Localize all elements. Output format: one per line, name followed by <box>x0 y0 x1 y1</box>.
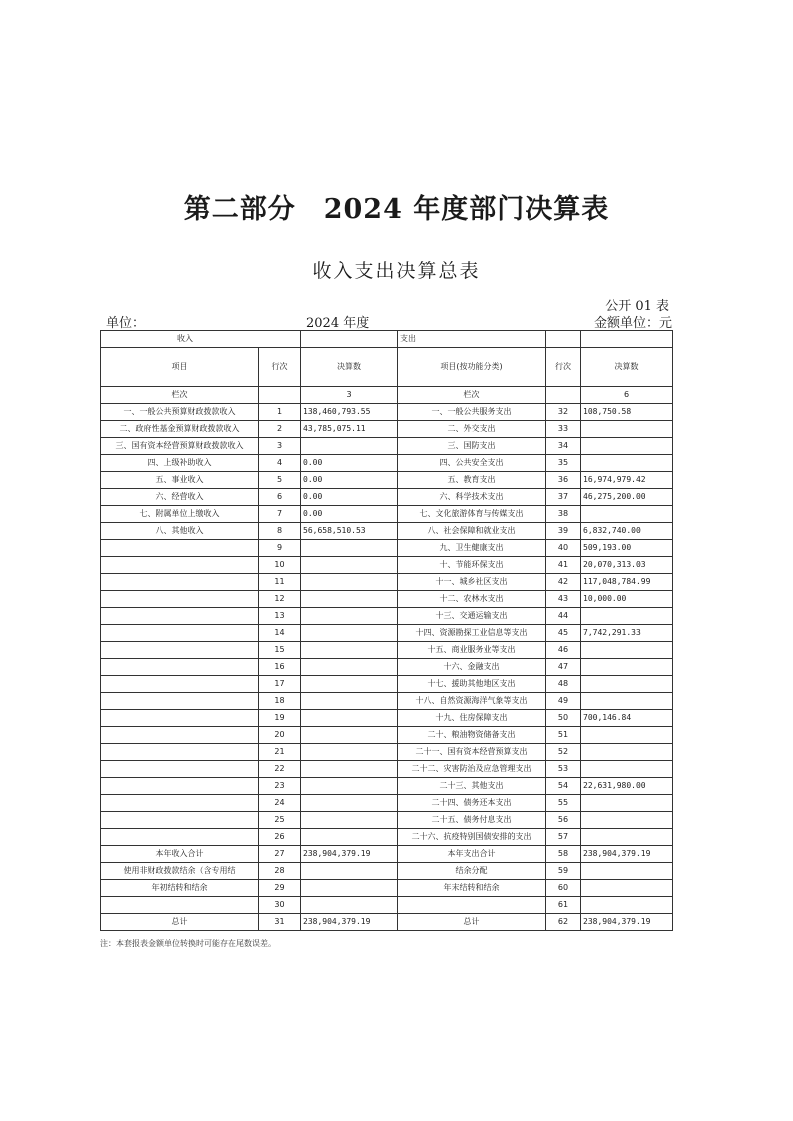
income-row-number-cell: 1 <box>259 404 301 421</box>
expense-item-cell: 本年支出合计 <box>398 846 546 863</box>
income-item-cell <box>101 540 259 557</box>
table-row <box>101 472 673 489</box>
income-amount-cell <box>301 642 398 659</box>
income-row-number-cell: 11 <box>259 574 301 591</box>
income-row-number-cell: 12 <box>259 591 301 608</box>
income-item-cell <box>101 710 259 727</box>
col-header-row-no-exp: 行次 <box>546 348 581 387</box>
col-header-row-no: 行次 <box>259 348 301 387</box>
income-item-cell: 五、事业收入 <box>101 472 259 489</box>
expense-row-number-cell: 62 <box>546 914 581 931</box>
income-amount-cell <box>301 625 398 642</box>
income-amount-cell <box>301 557 398 574</box>
colnum-row-blank-exp <box>546 387 581 404</box>
table-row <box>101 489 673 506</box>
expense-row-number-cell: 41 <box>546 557 581 574</box>
income-amount-cell <box>301 676 398 693</box>
income-amount-cell <box>301 880 398 897</box>
table-row <box>101 506 673 523</box>
expense-amount-cell: 46,275,200.00 <box>581 489 673 506</box>
income-item-cell: 一、一般公共预算财政拨款收入 <box>101 404 259 421</box>
expense-row-number-cell: 59 <box>546 863 581 880</box>
expense-row-number-cell: 44 <box>546 608 581 625</box>
expense-amount-cell <box>581 744 673 761</box>
table-row <box>101 404 673 421</box>
income-section-blank <box>301 331 398 348</box>
income-row-number-cell: 26 <box>259 829 301 846</box>
table-row <box>101 863 673 880</box>
expense-amount-cell <box>581 438 673 455</box>
income-row-number-cell: 18 <box>259 693 301 710</box>
income-item-cell <box>101 659 259 676</box>
table-row <box>101 880 673 897</box>
expense-item-cell: 五、教育支出 <box>398 472 546 489</box>
income-item-cell <box>101 676 259 693</box>
currency-unit-label: 金额单位：元 <box>593 316 672 331</box>
income-section-header: 收入 <box>101 331 301 348</box>
income-item-cell: 八、其他收入 <box>101 523 259 540</box>
income-row-number-cell: 17 <box>259 676 301 693</box>
expense-item-cell: 二十六、抗疫特别国债安排的支出 <box>398 829 546 846</box>
expense-row-number-cell: 55 <box>546 795 581 812</box>
table-row <box>101 693 673 710</box>
expense-amount-cell: 238,904,379.19 <box>581 846 673 863</box>
expense-row-number-cell: 48 <box>546 676 581 693</box>
income-row-number-cell: 27 <box>259 846 301 863</box>
expense-item-cell: 四、公共安全支出 <box>398 455 546 472</box>
income-amount-cell <box>301 693 398 710</box>
income-row-number-cell: 2 <box>259 421 301 438</box>
income-item-cell: 四、上级补助收入 <box>101 455 259 472</box>
table-row <box>101 710 673 727</box>
income-amount-cell: 238,904,379.19 <box>301 914 398 931</box>
income-row-number-cell: 29 <box>259 880 301 897</box>
expense-row-number-cell: 53 <box>546 761 581 778</box>
income-item-cell <box>101 574 259 591</box>
expense-amount-cell <box>581 506 673 523</box>
table-row <box>101 438 673 455</box>
table-row <box>101 642 673 659</box>
income-row-number-cell: 20 <box>259 727 301 744</box>
expense-amount-cell <box>581 676 673 693</box>
income-amount-cell: 0.00 <box>301 455 398 472</box>
expense-amount-cell: 20,070,313.03 <box>581 557 673 574</box>
income-row-number-cell: 8 <box>259 523 301 540</box>
expense-item-cell <box>398 897 546 914</box>
table-row <box>101 574 673 591</box>
expense-item-cell: 二十五、债务付息支出 <box>398 812 546 829</box>
table-row <box>101 761 673 778</box>
income-amount-cell <box>301 795 398 812</box>
expense-amount-cell <box>581 608 673 625</box>
expense-row-number-cell: 49 <box>546 693 581 710</box>
income-item-cell: 使用非财政拨款结余（含专用结 <box>101 863 259 880</box>
expense-amount-cell <box>581 897 673 914</box>
column-number-row <box>101 387 673 404</box>
income-item-cell <box>101 897 259 914</box>
income-row-number-cell: 16 <box>259 659 301 676</box>
expense-item-cell: 六、科学技术支出 <box>398 489 546 506</box>
income-row-number-cell: 9 <box>259 540 301 557</box>
table-row <box>101 591 673 608</box>
income-item-cell: 本年收入合计 <box>101 846 259 863</box>
table-row <box>101 914 673 931</box>
expense-amount-cell <box>581 727 673 744</box>
expense-row-number-cell: 61 <box>546 897 581 914</box>
table-row <box>101 778 673 795</box>
table-row <box>101 455 673 472</box>
expense-item-cell: 十四、资源勘探工业信息等支出 <box>398 625 546 642</box>
expense-row-number-cell: 35 <box>546 455 581 472</box>
expense-item-cell: 十八、自然资源海洋气象等支出 <box>398 693 546 710</box>
expense-item-cell: 年末结转和结余 <box>398 880 546 897</box>
expense-amount-cell: 7,742,291.33 <box>581 625 673 642</box>
expense-amount-cell <box>581 659 673 676</box>
income-item-cell: 七、附属单位上缴收入 <box>101 506 259 523</box>
expense-amount-cell <box>581 455 673 472</box>
expense-row-number-cell: 57 <box>546 829 581 846</box>
income-item-cell <box>101 744 259 761</box>
column-header-row <box>101 348 673 387</box>
page-title: 第二部分 2024 年度部门决算表 <box>183 194 610 225</box>
expense-row-number-cell: 47 <box>546 659 581 676</box>
expense-item-cell: 结余分配 <box>398 863 546 880</box>
expense-item-cell: 十六、金融支出 <box>398 659 546 676</box>
expense-row-number-cell: 38 <box>546 506 581 523</box>
table-row <box>101 795 673 812</box>
income-row-number-cell: 4 <box>259 455 301 472</box>
table-row <box>101 540 673 557</box>
income-amount-cell: 0.00 <box>301 506 398 523</box>
col-header-item: 项目 <box>101 348 259 387</box>
expense-amount-cell: 509,193.00 <box>581 540 673 557</box>
expense-row-number-cell: 43 <box>546 591 581 608</box>
section-header-row <box>101 331 673 348</box>
expense-row-number-cell: 39 <box>546 523 581 540</box>
income-row-number-cell: 5 <box>259 472 301 489</box>
income-amount-cell: 238,904,379.19 <box>301 846 398 863</box>
income-amount-cell <box>301 761 398 778</box>
expense-row-number-cell: 56 <box>546 812 581 829</box>
expense-item-cell: 十七、援助其他地区支出 <box>398 676 546 693</box>
income-row-number-cell: 15 <box>259 642 301 659</box>
colnum-label: 栏次 <box>101 387 259 404</box>
table-row <box>101 608 673 625</box>
income-item-cell <box>101 761 259 778</box>
expense-item-cell: 十三、交通运输支出 <box>398 608 546 625</box>
unit-label: 单位： <box>106 316 146 331</box>
footnote: 注：本套报表金额单位转换时可能存在尾数误差。 <box>100 939 276 948</box>
income-row-number-cell: 6 <box>259 489 301 506</box>
income-row-number-cell: 14 <box>259 625 301 642</box>
income-row-number-cell: 28 <box>259 863 301 880</box>
income-item-cell <box>101 642 259 659</box>
expense-row-number-cell: 33 <box>546 421 581 438</box>
income-amount-cell <box>301 608 398 625</box>
expense-item-cell: 七、文化旅游体育与传媒支出 <box>398 506 546 523</box>
expense-section-blank <box>546 331 581 348</box>
expense-item-cell: 十九、住房保障支出 <box>398 710 546 727</box>
income-amount-cell: 138,460,793.55 <box>301 404 398 421</box>
col-header-item-exp: 项目(按功能分类) <box>398 348 546 387</box>
expense-amount-cell <box>581 812 673 829</box>
income-item-cell <box>101 557 259 574</box>
table-row <box>101 625 673 642</box>
table-row <box>101 659 673 676</box>
income-row-number-cell: 23 <box>259 778 301 795</box>
income-item-cell <box>101 795 259 812</box>
expense-amount-cell <box>581 795 673 812</box>
income-row-number-cell: 25 <box>259 812 301 829</box>
income-amount-cell <box>301 897 398 914</box>
income-amount-cell <box>301 863 398 880</box>
expense-item-cell: 十二、农林水支出 <box>398 591 546 608</box>
expense-item-cell: 二十、粮油物资储备支出 <box>398 727 546 744</box>
table-row <box>101 829 673 846</box>
expense-item-cell: 二、外交支出 <box>398 421 546 438</box>
expense-row-number-cell: 40 <box>546 540 581 557</box>
income-item-cell <box>101 727 259 744</box>
expense-row-number-cell: 36 <box>546 472 581 489</box>
expense-item-cell: 二十二、灾害防治及应急管理支出 <box>398 761 546 778</box>
expense-amount-cell <box>581 421 673 438</box>
expense-amount-cell: 22,631,980.00 <box>581 778 673 795</box>
table-row <box>101 523 673 540</box>
expense-amount-cell: 10,000.00 <box>581 591 673 608</box>
colnum-row-blank <box>259 387 301 404</box>
income-row-number-cell: 31 <box>259 914 301 931</box>
income-item-cell: 二、政府性基金预算财政拨款收入 <box>101 421 259 438</box>
colnum-expense-amount: 6 <box>581 387 673 404</box>
expense-row-number-cell: 58 <box>546 846 581 863</box>
income-item-cell <box>101 778 259 795</box>
expense-item-cell: 二十一、国有资本经营预算支出 <box>398 744 546 761</box>
income-item-cell <box>101 608 259 625</box>
expense-item-cell: 九、卫生健康支出 <box>398 540 546 557</box>
colnum-label-exp: 栏次 <box>398 387 546 404</box>
income-amount-cell: 0.00 <box>301 489 398 506</box>
income-row-number-cell: 24 <box>259 795 301 812</box>
expense-row-number-cell: 42 <box>546 574 581 591</box>
income-row-number-cell: 19 <box>259 710 301 727</box>
colnum-income-amount: 3 <box>301 387 398 404</box>
income-amount-cell <box>301 778 398 795</box>
income-amount-cell: 43,785,075.11 <box>301 421 398 438</box>
expense-amount-cell <box>581 642 673 659</box>
expense-amount-cell: 16,974,979.42 <box>581 472 673 489</box>
table-title: 收入支出决算总表 <box>312 260 481 282</box>
expense-item-cell: 二十三、其他支出 <box>398 778 546 795</box>
income-amount-cell: 0.00 <box>301 472 398 489</box>
expense-row-number-cell: 37 <box>546 489 581 506</box>
expense-row-number-cell: 51 <box>546 727 581 744</box>
income-expense-table <box>100 330 673 931</box>
income-amount-cell <box>301 812 398 829</box>
col-header-amount: 决算数 <box>301 348 398 387</box>
income-amount-cell <box>301 438 398 455</box>
income-row-number-cell: 3 <box>259 438 301 455</box>
expense-amount-cell: 700,146.84 <box>581 710 673 727</box>
expense-item-cell: 三、国防支出 <box>398 438 546 455</box>
expense-row-number-cell: 54 <box>546 778 581 795</box>
expense-row-number-cell: 60 <box>546 880 581 897</box>
income-item-cell <box>101 625 259 642</box>
income-row-number-cell: 13 <box>259 608 301 625</box>
expense-row-number-cell: 52 <box>546 744 581 761</box>
income-item-cell: 三、国有资本经营预算财政拨款收入 <box>101 438 259 455</box>
income-amount-cell <box>301 744 398 761</box>
income-amount-cell <box>301 540 398 557</box>
expense-item-cell: 十一、城乡社区支出 <box>398 574 546 591</box>
table-row <box>101 421 673 438</box>
income-amount-cell: 56,658,510.53 <box>301 523 398 540</box>
income-item-cell <box>101 693 259 710</box>
form-number: 公开 01 表 <box>605 299 669 314</box>
expense-row-number-cell: 50 <box>546 710 581 727</box>
table-row <box>101 812 673 829</box>
table-row <box>101 846 673 863</box>
expense-item-cell: 二十四、债务还本支出 <box>398 795 546 812</box>
expense-row-number-cell: 45 <box>546 625 581 642</box>
expense-item-cell: 总计 <box>398 914 546 931</box>
income-row-number-cell: 22 <box>259 761 301 778</box>
col-header-amount-exp: 决算数 <box>581 348 673 387</box>
table-row <box>101 676 673 693</box>
table-row <box>101 897 673 914</box>
expense-item-cell: 十五、商业服务业等支出 <box>398 642 546 659</box>
table-meta-row <box>100 312 672 330</box>
income-item-cell: 六、经营收入 <box>101 489 259 506</box>
income-row-number-cell: 10 <box>259 557 301 574</box>
income-row-number-cell: 7 <box>259 506 301 523</box>
table-row <box>101 727 673 744</box>
income-item-cell <box>101 812 259 829</box>
income-amount-cell <box>301 829 398 846</box>
income-row-number-cell: 30 <box>259 897 301 914</box>
expense-amount-cell <box>581 761 673 778</box>
income-amount-cell <box>301 710 398 727</box>
expense-amount-cell: 6,832,740.00 <box>581 523 673 540</box>
income-amount-cell <box>301 574 398 591</box>
expense-amount-cell: 108,750.58 <box>581 404 673 421</box>
income-item-cell: 年初结转和结余 <box>101 880 259 897</box>
expense-amount-cell <box>581 693 673 710</box>
expense-item-cell: 十、节能环保支出 <box>398 557 546 574</box>
income-amount-cell <box>301 591 398 608</box>
income-item-cell: 总计 <box>101 914 259 931</box>
expense-amount-cell <box>581 880 673 897</box>
expense-amount-cell: 117,048,784.99 <box>581 574 673 591</box>
expense-item-cell: 八、社会保障和就业支出 <box>398 523 546 540</box>
income-item-cell <box>101 829 259 846</box>
expense-row-number-cell: 32 <box>546 404 581 421</box>
expense-amount-cell <box>581 829 673 846</box>
income-amount-cell <box>301 659 398 676</box>
expense-row-number-cell: 46 <box>546 642 581 659</box>
table-row <box>101 744 673 761</box>
income-amount-cell <box>301 727 398 744</box>
expense-item-cell: 一、一般公共服务支出 <box>398 404 546 421</box>
income-item-cell <box>101 591 259 608</box>
expense-section-blank-2 <box>581 331 673 348</box>
expense-row-number-cell: 34 <box>546 438 581 455</box>
expense-amount-cell: 238,904,379.19 <box>581 914 673 931</box>
expense-section-header: 支出 <box>398 331 546 348</box>
year-label: 2024 年度 <box>306 316 370 331</box>
expense-amount-cell <box>581 863 673 880</box>
table-row <box>101 557 673 574</box>
income-row-number-cell: 21 <box>259 744 301 761</box>
